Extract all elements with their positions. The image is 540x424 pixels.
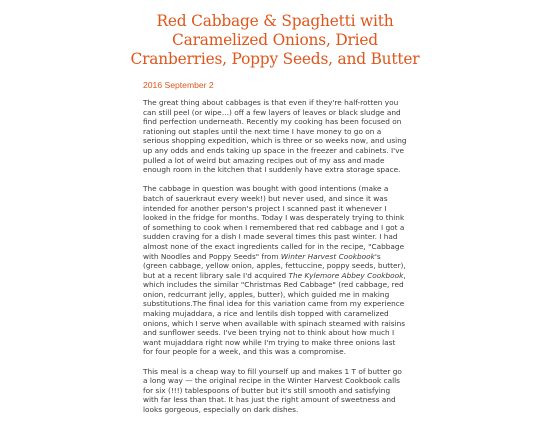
post-body — [143, 98, 407, 424]
paragraph-1 — [143, 98, 407, 175]
post-date[interactable]: 2016 September 2 — [143, 80, 214, 90]
paragraph-3 — [143, 367, 407, 415]
post-title: Red Cabbage & Spaghetti with Caramelized Onions, Dried Cranberries, Poppy Seeds, and Butter — [130, 12, 420, 68]
paragraph-text: 's (green cabbage, yellow onion, apples, fettuccine, poppy seeds, butter), but at a recent library sale I'd acquired — [143, 251, 406, 280]
paragraph-text: The great thing about cabbages is that even if they're half-rotten you can still peel (or wipe…) off a few layers of leaves or black sludge and find perfection underneath. Recently my cooking has been focused on rationing out staples until the next time I have money to go on a serious shopping expedition, which is three or so weeks now, and using up any odds and ends taking up space in the freezer and cabinets. I've pulled a lot of weird but amazing recipes out of my ass and made enough room in the kitchen that I suddenly have extra storage space. — [143, 98, 407, 175]
paragraph-text: , which includes the similar "Christmas Red Cabbage" (red cabbage, red onion, redcurrant jelly, apples, butter), which guided me in making substitutions.The final idea for this variation came from my experience making mujaddara, a rice and lentils dish topped with caramelized onions, which I serve when available with spinach steamed with raisins and sunflower seeds. I've been trying not to think about how much I want mujaddara right now while I'm trying to make three onions last for four people for a week, and this was a compromise. — [143, 270, 406, 357]
book-title-winter-harvest: Winter Harvest Cookbook — [280, 251, 375, 261]
book-title-kylemore-abbey: The Kylemore Abbey Cookbook — [288, 270, 404, 280]
paragraph-2 — [143, 184, 407, 357]
paragraph-text: The cabbage in question was bought with good intentions (make a batch of sauerkraut every week!) but never used, and since it was intended for another person's project I scanned past it whenever I looked in the fridge for months. Today I was desperately trying to think of something to cook when I remembered that red cabbage and I got a sudden craving for a dish I made several times this past winter. I had almost none of the exact ingredients called for in the recipe, "Cabbage with Noodles and Poppy Seeds" from — [143, 184, 405, 261]
paragraph-text: This meal is a cheap way to fill yourself up and makes 1 T of butter go a long way — the original recipe in the Winter Harvest Cookbook calls for six (!!!) tablespoons of butter but it's still smooth and satisfying with far less than that. It has just the right amount of sweetness and looks gorgeous, especially on dark dishes. — [143, 366, 402, 414]
